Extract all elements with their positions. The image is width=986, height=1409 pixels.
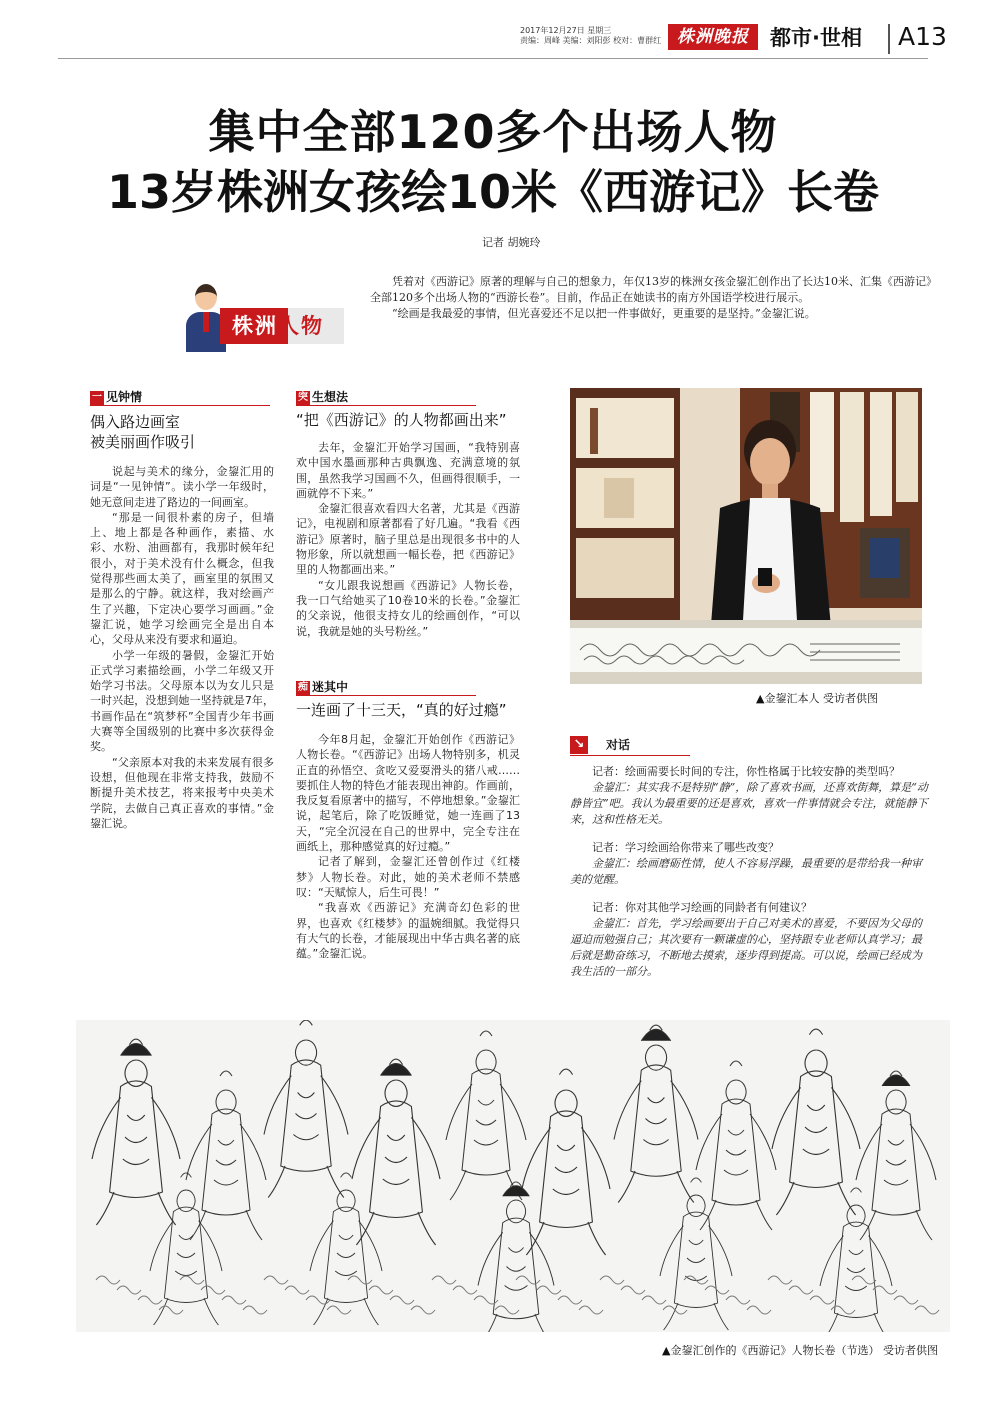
- section-2-p3: “女儿跟我说想画《西游记》人物长卷，我一口气给她买了10卷10米的长卷。”金鋆汇的父亲说，他很支持女儿的绘画创作，“可以说，我就是她的头号粉丝。”: [296, 578, 520, 638]
- dialogue-a1: 金鋆汇：其实我不是特别“静”，除了喜欢书画，还喜欢街舞，算是“动静皆宜”吧。我认为最重要的还是喜欢，喜欢一件事情就会专注，就能静下来，这和性格无关。: [570, 781, 928, 826]
- section-2-body: [296, 440, 520, 639]
- issue-date: 2017年12月27日 星期三: [520, 26, 612, 35]
- section-3-body: [296, 732, 520, 961]
- painted-figure: [522, 1069, 610, 1255]
- cloud-stroke: [705, 1286, 729, 1294]
- cloud-stroke: [348, 1276, 372, 1284]
- lead-p1: 凭着对《西游记》原著的理解与自己的想象力，年仅13岁的株洲女孩金鋆汇创作出了长达10米、汇集《西游记》全部120多个出场人物的“西游长卷”。目前，作品正在她读书的南方外国语学校进行展示。: [370, 275, 937, 304]
- section-3-p1: 今年8月起，金鋆汇开始创作《西游记》人物长卷。“《西游记》出场人物特别多，机灵正直的孙悟空、贪吃又爱耍滑头的猪八戒……要抓住人物的特色才能表现出神韵。作画前，我反复看原著中的描写，不停地想象。”金鋆汇说，起笔后，除了吃饭睡觉，她一连画了13天，“完全沉浸在自己的世界中，完全专注在画纸上，那种感觉真的好过瘾。”: [296, 733, 520, 854]
- dialogue-q2: 记者：学习绘画给你带来了哪些改变？: [592, 841, 779, 854]
- cloud-stroke: [621, 1286, 645, 1294]
- headline-line-2: 13岁株洲女孩绘10米《西游记》长卷: [106, 165, 880, 219]
- cloud-stroke: [642, 1296, 666, 1304]
- page-number: A13: [898, 22, 947, 51]
- cloud-stroke: [894, 1296, 918, 1304]
- section-1-subhead-2: 被美丽画作吸引: [90, 433, 196, 451]
- cloud-stroke: [453, 1286, 477, 1294]
- cloud-stroke: [789, 1286, 813, 1294]
- cloud-stroke: [180, 1276, 204, 1284]
- painted-figure: [660, 1178, 732, 1330]
- column-label: [220, 308, 344, 344]
- section-2-p2: 金鋆汇很喜欢看四大名著，尤其是《西游记》，电视剧和原著都看了好几遍。“我看《西游记》原著时，脑子里总是出现很多书中的人物形象，所以就想画一幅长卷，把《西游记》里的人物都画出来。”: [296, 502, 520, 577]
- section-tag-1: [90, 388, 270, 406]
- column-label-a: 株洲: [232, 314, 278, 338]
- lead-p2: “绘画是我最爱的事情，但光喜爱还不足以把一件事做好，更重要的是坚持。”金鋆汇说。: [392, 307, 816, 320]
- section-tag-1-text: 见钟情: [106, 390, 143, 404]
- painted-figure: [772, 1029, 860, 1215]
- cloud-stroke: [852, 1276, 876, 1284]
- scroll-painting: [76, 1020, 950, 1332]
- cloud-stroke: [96, 1276, 120, 1284]
- cloud-stroke: [222, 1296, 246, 1304]
- header-rule: [58, 58, 928, 59]
- painted-figure: [856, 1071, 936, 1240]
- cloud-stroke: [390, 1296, 414, 1304]
- section-1-p1: 说起与美术的缘分，金鋆汇用的词是“一见钟情”。读小学一年级时，她无意间走进了路边的一间画室。: [90, 465, 274, 509]
- section-tag-2-text: 生想法: [312, 390, 349, 404]
- byline: 记者 胡婉玲: [482, 236, 541, 249]
- cloud-stroke: [579, 1306, 603, 1314]
- painted-figure: [186, 1071, 266, 1240]
- painted-figure: [446, 1031, 526, 1200]
- section-3-p3: “我喜欢《西游记》充满奇幻色彩的世界，也喜欢《红楼梦》的温婉细腻。我觉得只有大气的长卷，才能展现出中华古典名著的底蕴。”金鋆汇说。: [296, 901, 520, 961]
- cloud-stroke: [432, 1276, 456, 1284]
- cloud-stroke: [600, 1276, 624, 1284]
- dialogue-a3: 金鋆汇：首先，学习绘画要出于自己对美术的喜爱，不要因为父母的逼迫而勉强自己；其次要有一颗谦虚的心，坚持跟专业老师认真学习；最后就是勤奋练习，不断地去摸索，逐步得到提高。可以说，绘画已经成为我生活的一部分。: [570, 917, 922, 978]
- column-badge: [180, 282, 350, 354]
- section-tag-2: [296, 388, 476, 406]
- cloud-stroke: [201, 1286, 225, 1294]
- section-tag-3: [296, 678, 476, 696]
- cloud-stroke: [747, 1306, 771, 1314]
- portrait-photo-illustration: [570, 388, 922, 684]
- cloud-stroke: [495, 1306, 519, 1314]
- dialogue-body: [570, 764, 932, 980]
- section-3-p2: 记者了解到，金鋆汇还曾创作过《红楼梦》人物长卷。对此，她的美术老师不禁感叹：“天赋惊人，后生可畏！”: [296, 855, 520, 899]
- header-meta: [520, 26, 670, 46]
- section-3-subhead: 一连画了十三天，“真的好过瘾”: [296, 701, 507, 719]
- painted-figure: [264, 1020, 348, 1197]
- cloud-stroke: [537, 1286, 561, 1294]
- cloud-stroke: [369, 1286, 393, 1294]
- cloud-stroke: [285, 1286, 309, 1294]
- dialogue-title: 对话: [606, 738, 631, 752]
- cloud-stroke: [327, 1306, 351, 1314]
- dialogue-header: [570, 736, 930, 756]
- section-1-p3: 小学一年级的暑假，金鋆汇开始正式学习素描绘画，小学二年级又开始学习书法。父母原本以为女儿只是一时兴起，没想到她一坚持就是7年，书画作品在“筑梦杯”全国青少年书画大赛等全国级别的比赛中多次获得金奖。: [90, 648, 274, 754]
- dialogue-a2: 金鋆汇：绘画磨砺性情，使人不容易浮躁，最重要的是带给我一种审美的觉醒。: [570, 857, 922, 886]
- cloud-stroke: [516, 1276, 540, 1284]
- section-1-p4: “父亲原本对我的未来发展有很多设想，但他现在非常支持我，鼓励不断提升美术技艺，将来报考中央美术学院，去做自己真正喜欢的事情。”金鋆汇说。: [90, 755, 274, 830]
- cloud-stroke: [138, 1296, 162, 1304]
- cloud-stroke: [306, 1296, 330, 1304]
- dialogue-q3: 记者：你对其他学习绘画的同龄者有何建议？: [592, 901, 812, 914]
- painted-figure: [352, 1059, 440, 1245]
- cloud-stroke: [684, 1276, 708, 1284]
- photo-caption: ▲金鋆汇本人 受访者供图: [756, 692, 878, 705]
- headline-line-1: 集中全部120多个出场人物: [208, 105, 778, 159]
- lead-paragraph: [370, 274, 938, 322]
- cloud-stroke: [873, 1286, 897, 1294]
- painted-figure: [614, 1025, 698, 1202]
- section-name: 都市·世相: [770, 26, 862, 50]
- painted-figure: [696, 1061, 776, 1230]
- cloud-stroke: [264, 1276, 288, 1284]
- section-2-subhead: “把《西游记》的人物都画出来”: [296, 411, 507, 429]
- cloud-stroke: [768, 1276, 792, 1284]
- section-mark-1: 一: [92, 391, 102, 403]
- portrait-photo: [570, 388, 922, 684]
- section-1-p2: “那是一间很朴素的房子，但墙上、地上都是各种画作，素描、水彩、水粉、油画都有，我那时候年纪很小，对于美术没有什么概念，但我觉得那些画太美了，画室里的氛围又是那么的宁静。就这样，我对绘画产生了兴趣，下定决心要学习画画。”金鋆汇说，她学习绘画完全是出自本心，父母从来没有要求和逼迫。: [90, 510, 274, 647]
- cloud-stroke: [810, 1296, 834, 1304]
- header-divider: [888, 24, 890, 54]
- cloud-stroke: [117, 1286, 141, 1294]
- cloud-stroke: [243, 1306, 267, 1314]
- painted-figure: [92, 1039, 180, 1225]
- painted-figure: [150, 1173, 222, 1325]
- newspaper-logo: 株洲晚报: [668, 24, 758, 50]
- cloud-stroke: [663, 1306, 687, 1314]
- cloud-stroke: [558, 1296, 582, 1304]
- section-1-subhead-1: 偶入路边画室: [90, 413, 181, 431]
- painted-figure: [478, 1182, 554, 1332]
- section-1-body: [90, 464, 274, 831]
- column-label-b: 人物: [278, 314, 324, 338]
- cloud-stroke: [915, 1306, 939, 1314]
- cloud-stroke: [726, 1296, 750, 1304]
- scroll-caption: ▲金鋆汇创作的《西游记》人物长卷（节选） 受访者供图: [662, 1344, 938, 1357]
- section-mark-2: 突: [298, 391, 308, 403]
- section-tag-3-text: 迷其中: [312, 680, 349, 694]
- arrow-down-right-icon: ↘: [570, 736, 588, 754]
- cloud-stroke: [411, 1306, 435, 1314]
- section-2-p1: 去年，金鋆汇开始学习国画，“我特别喜欢中国水墨画那种古典飘逸、充满意境的氛围，虽然我学习国画不久，但画得很顺手，一画就停不下来。”: [296, 441, 520, 500]
- painted-figure: [820, 1188, 892, 1332]
- dialogue-q1: 记者：绘画需要长时间的专注，你性格属于比较安静的类型吗？: [592, 765, 900, 778]
- section-mark-3: 痴: [298, 681, 308, 693]
- staff-credits: 责编：周峰 美编：刘阳彭 校对：曹群红: [520, 36, 662, 45]
- scroll-painting-illustration: [76, 1020, 950, 1332]
